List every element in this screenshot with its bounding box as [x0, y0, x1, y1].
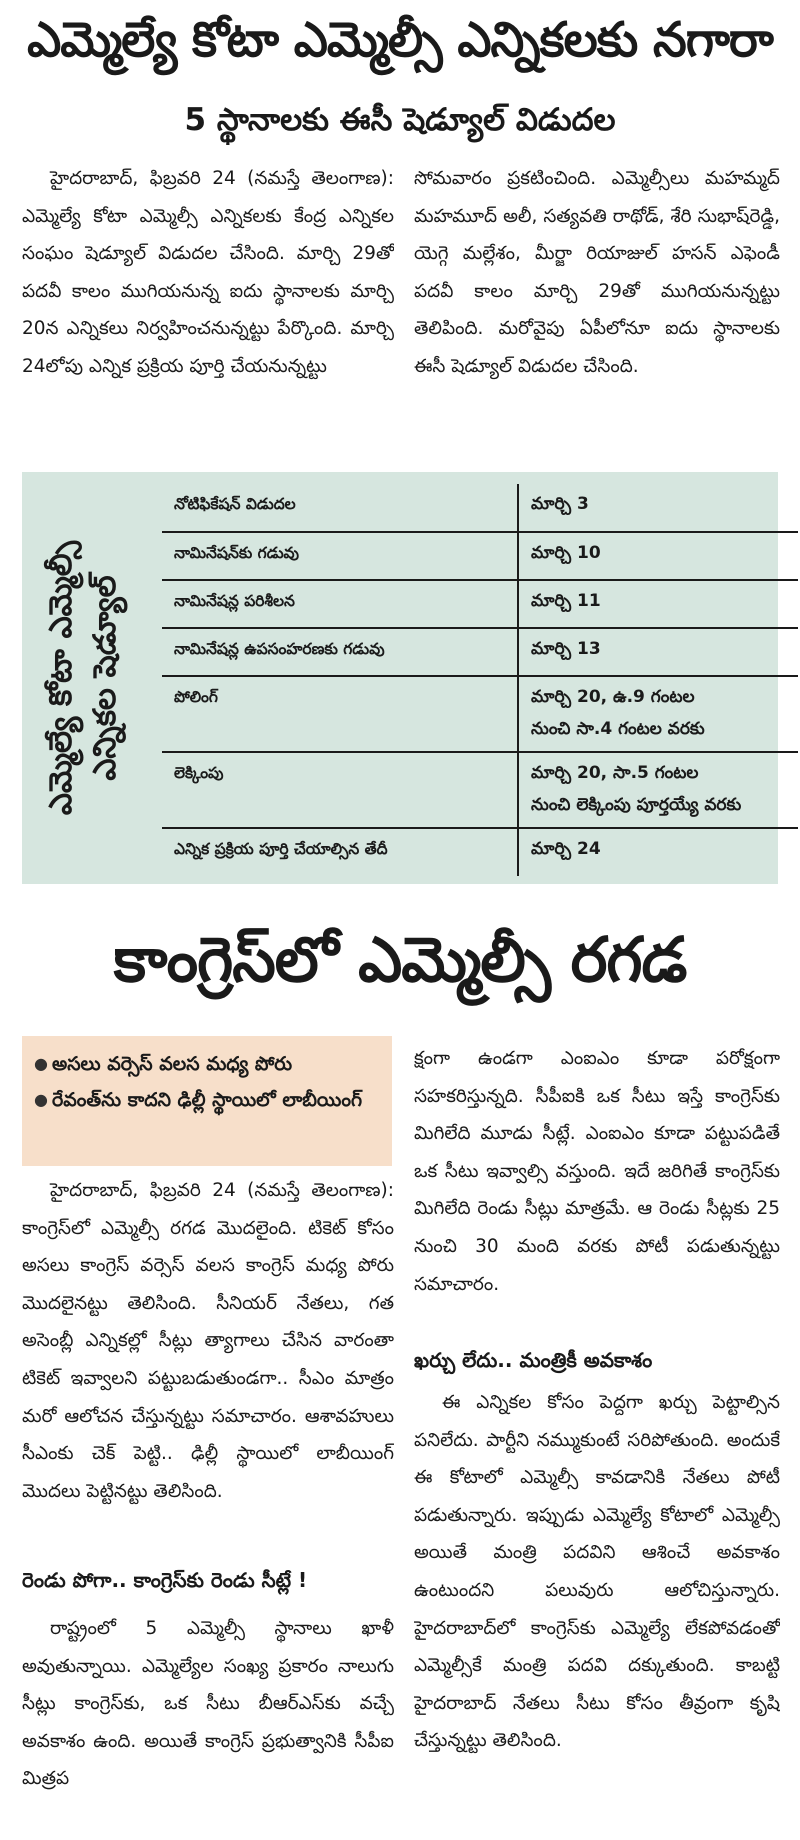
bullet-icon: ● — [34, 1090, 48, 1109]
schedule-side-title-line1: ఎమ్మెల్యే కోటా ఎమ్మెల్సీ — [43, 540, 79, 816]
schedule-side-title-line2: ఎన్నికల షెడ్యూల్ — [87, 575, 123, 781]
schedule-event: నామినేషన్ల ఉపసంహరణకు గడువు — [162, 628, 518, 676]
table-row — [162, 828, 798, 876]
article1-column-right — [414, 160, 780, 460]
schedule-event: ఎన్నిక ప్రక్రియ పూర్తి చేయాల్సిన తేదీ — [162, 828, 518, 876]
schedule-event: నోటిఫికేషన్ విడుదల — [162, 484, 518, 532]
article1-body-left: హైదరాబాద్, ఫిబ్రవరి 24 (నమస్తే తెలంగాణ): ఎమ్మెల్యే కోటా ఎమ్మెల్సీ ఎన్నికలకు కేంద్ర ఎన్నికల సంఘం షెడ్యూల్ విడుదల చేసింది. మార్చి 29తో పదవీ కాలం ముగియనున్న ఐదు స్థానాలకు మార్చి 20న ఎన్నికలు నిర్వహించనున్నట్టు పేర్కొంది. మార్చి 24లోపు ఎన్నిక ప్రక్రియ పూర్తి చేయనున్నట్టు — [22, 168, 394, 377]
schedule-date: మార్చి 11 — [518, 580, 798, 628]
schedule-event: లెక్కింపు — [162, 752, 518, 828]
article2-column-left-bottom — [22, 1610, 394, 1836]
article1-column-left — [22, 160, 394, 460]
article2-para1: హైదరాబాద్, ఫిబ్రవరి 24 (నమస్తే తెలంగాణ): కాంగ్రెస్‌లో ఎమ్మెల్సీ రగడ మొదలైంది. టికెట్ కోసం అసలు కాంగ్రెస్ వర్సెస్ వలస కాంగ్రెస్ మధ్య పోరు మొదలైనట్టు తెలిసింది. సీనియర్ నేతలు, గత అసెంబ్లీ ఎన్నికల్లో సీట్లు త్యాగాలు చేసిన వారంతా టికెట్ ఇవ్వాలని పట్టుబడుతుండగా.. సీఎం మాత్రం మరో ఆలోచన చేస్తున్నట్టు సమాచారం. ఆశావహులు సీఎంకు చెక్ పెట్టి.. ఢిల్లీ స్థాయిలో లాబీయింగ్ మొదలు పెట్టినట్టు తెలిసింది. — [22, 1180, 394, 1502]
schedule-side-title — [22, 472, 144, 884]
schedule-date: మార్చి 3 — [518, 484, 798, 532]
article2-para4: ఈ ఎన్నికల కోసం పెద్దగా ఖర్చు పెట్టాల్సిన పనిలేదు. పార్టీని నమ్ముకుంటే సరిపోతుంది. అందుకే ఈ కోటాలో ఎమ్మెల్సీ కావడానికి నేతలు పోటీ పడుతున్నారు. ఇప్పుడు ఎమ్మెల్యే కోటాలో ఎమ్మెల్సీ అయితే మంత్రి పదవిని ఆశించే అవకాశం ఉంటుందని పలువురు ఆలోచిస్తున్నారు. హైదరాబాద్‌లో కాంగ్రెస్‌కు ఎమ్మెల్యే లేకపోవడంతో ఎమ్మెల్సీకే మంత్రి పదవి దక్కుతుంది. కాబట్టి హైదరాబాద్ నేతలు సీటు కోసం తీవ్రంగా కృషి చేస్తున్నట్టు తెలిసింది. — [414, 1392, 780, 1752]
article2-column-left-top — [22, 1172, 394, 1550]
table-row — [162, 752, 798, 828]
article2-subhead-a: రెండు పోగా.. కాంగ్రెస్‌కు రెండు సీట్లే ! — [22, 1568, 308, 1592]
schedule-event: పోలింగ్ — [162, 676, 518, 752]
table-row — [162, 580, 798, 628]
highlight-text: రేవంత్‌ను కాదని ఢిల్లీ స్థాయిలో లాబీయింగ్ — [52, 1089, 363, 1111]
schedule-table — [162, 484, 798, 876]
schedule-date: మార్చి 10 — [518, 532, 798, 580]
article2-subhead-b: ఖర్చు లేదు.. మంత్రికీ అవకాశం — [414, 1348, 653, 1372]
table-row — [162, 628, 798, 676]
article2-para2: రాష్ట్రంలో 5 ఎమ్మెల్సీ స్థానాలు ఖాళీ అవుతున్నాయి. ఎమ్మెల్యేల సంఖ్య ప్రకారం నాలుగు సీట్లు కాంగ్రెస్‌కు, ఒక సీటు బీఆర్ఎస్‌కు వచ్చే అవకాశం ఉంది. అయితే కాంగ్రెస్ ప్రభుత్వానికి సీపీఐ మిత్రప — [22, 1618, 394, 1790]
schedule-event: నామినేషన్ల పరిశీలన — [162, 580, 518, 628]
article2-headline: కాంగ్రెస్‌లో ఎమ్మెల్సీ రగడ — [113, 923, 687, 996]
table-row — [162, 676, 798, 752]
schedule-date: మార్చి 20, సా.5 గంటల నుంచి లెక్కింపు పూర్తయ్యే వరకు — [518, 752, 798, 828]
schedule-box — [22, 472, 778, 884]
list-item — [32, 1046, 382, 1082]
list-item — [32, 1082, 382, 1118]
schedule-date: మార్చి 20, ఉ.9 గంటల నుంచి సా.4 గంటల వరకు — [518, 676, 798, 752]
bullet-icon: ● — [34, 1054, 48, 1073]
schedule-date: మార్చి 24 — [531, 839, 601, 859]
article1-body-right: సోమవారం ప్రకటించింది. ఎమ్మెల్సీలు మహమ్మద్ మహమూద్ అలీ, సత్యవతి రాథోడ్, శేరి సుభాష్‌రెడ్డి, యెగ్గె మల్లేశం, మీర్జా రియాజుల్ హసన్ ఎఫెండీ పదవీ కాలం మార్చి 29తో ముగియనున్నట్టు తెలిపింది. మరోవైపు ఏపీలోనూ ఐదు స్థానాలకు ఈసీ షెడ్యూల్ విడుదల చేసింది. — [414, 168, 780, 377]
article2-para3: క్షంగా ఉండగా ఎంఐఎం కూడా పరోక్షంగా సహకరిస్తున్నది. సీపీఐకి ఒక సీటు ఇస్తే కాంగ్రెస్‌కు మిగిలేది మూడు సీట్లే. ఎంఐఎం కూడా పట్టుపడితే ఒక సీటు ఇవ్వాల్సి వస్తుంది. ఇదే జరిగితే కాంగ్రెస్‌కు మిగిలేది రెండు సీట్లు మాత్రమే. ఆ రెండు సీట్లకు 25 నుంచి 30 మంది వరకు పోటీ పడుతున్నట్టు సమాచారం. — [414, 1048, 780, 1295]
article1-subheadline: 5 స్థానాలకు ఈసీ షెడ్యూల్ విడుదల — [184, 101, 616, 138]
highlight-text: అసలు వర్సెస్ వలస మధ్య పోరు — [52, 1053, 293, 1075]
highlights-box — [22, 1036, 392, 1166]
article1-headline: ఎమ్మెల్యే కోటా ఎమ్మెల్సీ ఎన్నికలకు నగారా — [27, 12, 773, 68]
schedule-event: నామినేషన్‌కు గడువు — [162, 532, 518, 580]
article2-column-right-bottom — [414, 1384, 780, 1836]
article2-column-right-top — [414, 1040, 780, 1340]
schedule-date: మార్చి 13 — [518, 628, 798, 676]
table-row — [162, 484, 798, 532]
table-row — [162, 532, 798, 580]
